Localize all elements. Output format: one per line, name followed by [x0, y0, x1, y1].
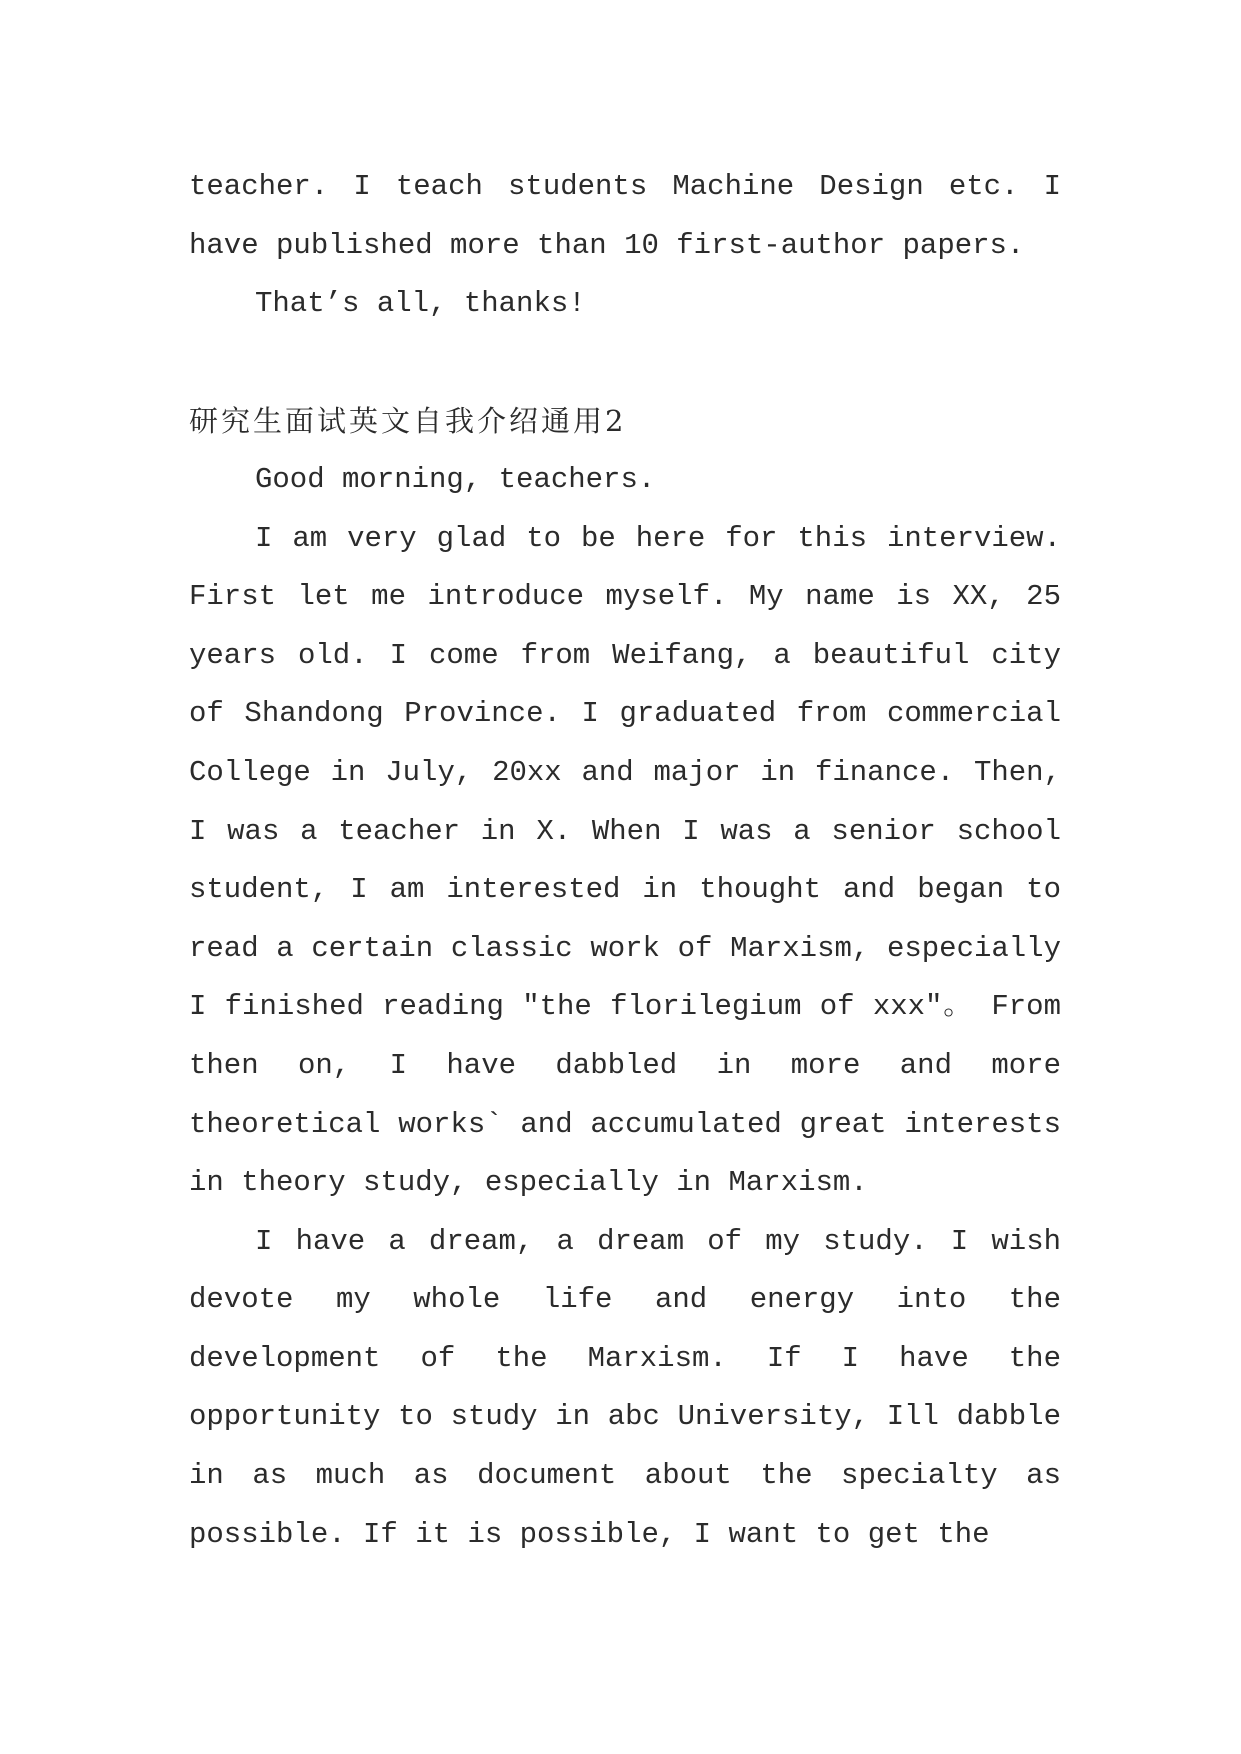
paragraph-dream: I have a dream, a dream of my study. I wish devote my whole life and energy into the development of the Marxism. If I have the opportunity to study in abc University, Ill dabble in as much as document about the specialty as possible. If it is possible, I want to get the [189, 1224, 1061, 1551]
section-heading: 研究生面试英文自我介绍通用2 [189, 404, 627, 439]
section-gap [189, 334, 1061, 393]
paragraph-continuation: teacher. I teach students Machine Design etc. I have published more than 10 first-author papers. [189, 170, 1061, 262]
paragraph-greeting: Good morning, teachers. [255, 462, 656, 496]
paragraph-introduction: I am very glad to be here for this interview. First let me introduce myself. My name is XX, 25 years old. I come from Weifang, a beautiful city of Shandong Province. I graduated from commercial College in July, 20xx and major in finance. Then, I was a teacher in X. When I was a senior school student, I am interested in thought and began to read a certain classic work of Marxism, especially I finished reading "the florilegium of xxx"。 From then on, I have dabbled in more and more theoretical works` and accumulated great interests in theory study, especially in Marxism. [189, 521, 1061, 1200]
document-body [189, 158, 1061, 1564]
paragraph-closing: That’s all, thanks! [255, 287, 586, 321]
